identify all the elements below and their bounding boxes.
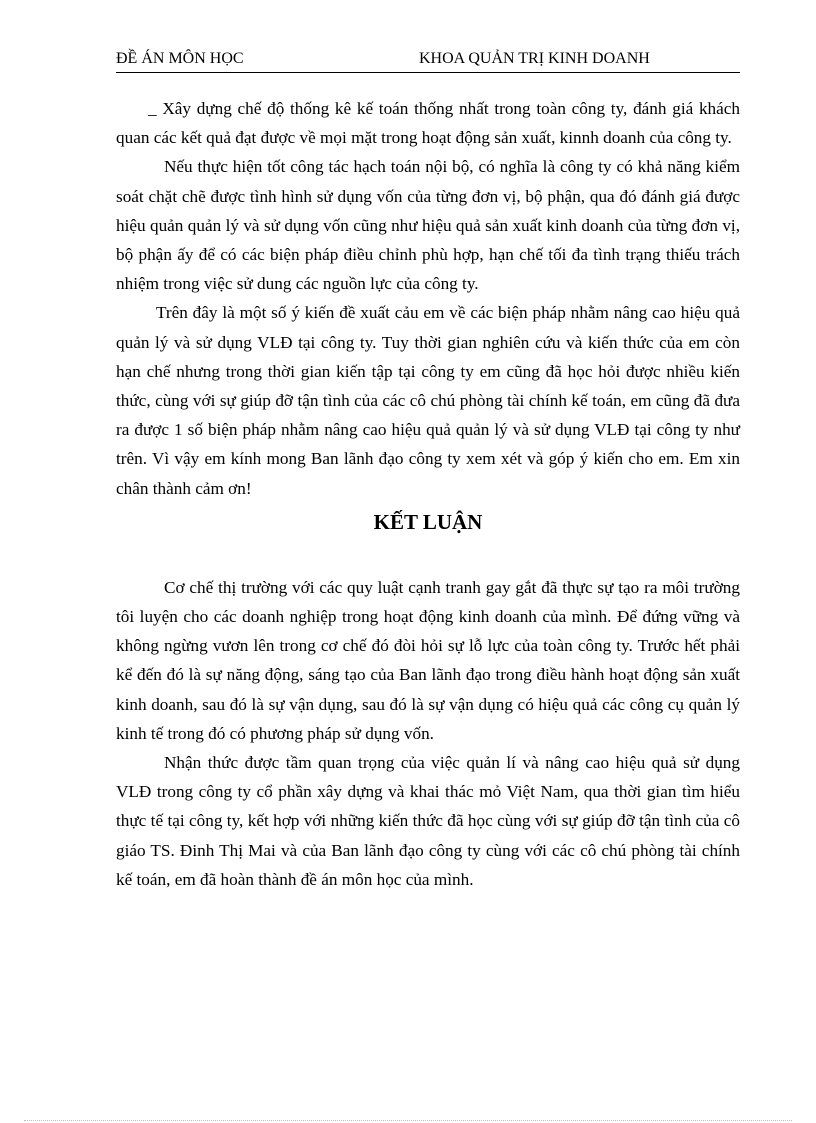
header-course-title: ĐỀ ÁN MÔN HỌC	[116, 50, 244, 67]
header-faculty-name: KHOA QUẢN TRỊ KINH DOANH	[419, 50, 650, 67]
conclusion-paragraph: Nhận thức được tầm quan trọng của việc quản lí và nâng cao hiệu quả sử dụng VLĐ trong công ty cổ phần xây dựng và khai thác mỏ Việt Nam, qua thời gian tìm hiểu thực tế tại công ty, kết hợp với những kiến thức đã học cùng với sự giúp đỡ tận tình của cô giáo TS. Đinh Thị Mai và của Ban lãnh đạo công ty cùng với các cô chú phòng tài chính kế toán, em đã hoàn thành đề án môn học của mình.	[116, 753, 740, 889]
page-header	[116, 48, 740, 73]
page-bottom-rule	[24, 1120, 792, 1121]
document-body	[116, 94, 740, 894]
paragraph: _ Xây dựng chế độ thống kê kế toán thống nhất trong toàn công ty, đánh giá khách quan các kết quả đạt được về mọi mặt trong hoạt động sản xuất, kinnh doanh của công ty.	[116, 99, 740, 148]
paragraph: Nếu thực hiện tốt công tác hạch toán nội bộ, có nghĩa là công ty có khả năng kiểm soát chặt chẽ được tình hình sử dụng vốn của từng đơn vị, bộ phận, qua đó đánh giá được hiệu quản quản lý và sử dụng vốn cũng như hiệu quả sản xuất kinh doanh của từng đơn vị, bộ phận ấy để có các biện pháp điều chỉnh phù hợp, hạn chế tối đa tình trạng thiếu trách nhiệm trong việc sử dung các nguồn lực của công ty.	[116, 157, 740, 294]
conclusion-paragraph: Cơ chế thị trường với các quy luật cạnh tranh gay gắt đã thực sự tạo ra môi trường tôi luyện cho các doanh nghiệp trong hoạt động kinh doanh của mình. Để đứng vững và không ngừng vươn lên trong cơ chế đó đòi hỏi sự lỗ lực của toàn công ty. Trước hết phải kể đến đó là sự năng động, sáng tạo của Ban lãnh đạo trong điều hành hoạt động sản xuất kinh doanh, sau đó là sự vận dụng, sau đó là sự vận dụng có hiệu quả các công cụ quản lý kinh tế trong đó có phương pháp sử dụng vốn.	[116, 577, 740, 743]
paragraph: Trên đây là một số ý kiến đề xuất cảu em về các biện pháp nhằm nâng cao hiệu quả quản lý và sử dụng VLĐ tại công ty. Tuy thời gian nghiên cứu và kiến thức của em còn hạn chế nhưng trong thời gian kiến tập tại công ty em cũng đã học hỏi được nhiều kiến thức, cùng với sự giúp đỡ tận tình của các cô chú phòng tài chính kế toán, em cũng đã đưa ra được 1 số biện pháp nhằm nâng cao hiệu quả quản lý và sử dụng VLĐ tại công ty như trên. Vì vậy em kính mong Ban lãnh đạo công ty xem xét và góp ý kiến cho em. Em xin chân thành cảm ơn!	[116, 303, 740, 498]
conclusion-heading: KẾT LUẬN	[373, 509, 483, 534]
